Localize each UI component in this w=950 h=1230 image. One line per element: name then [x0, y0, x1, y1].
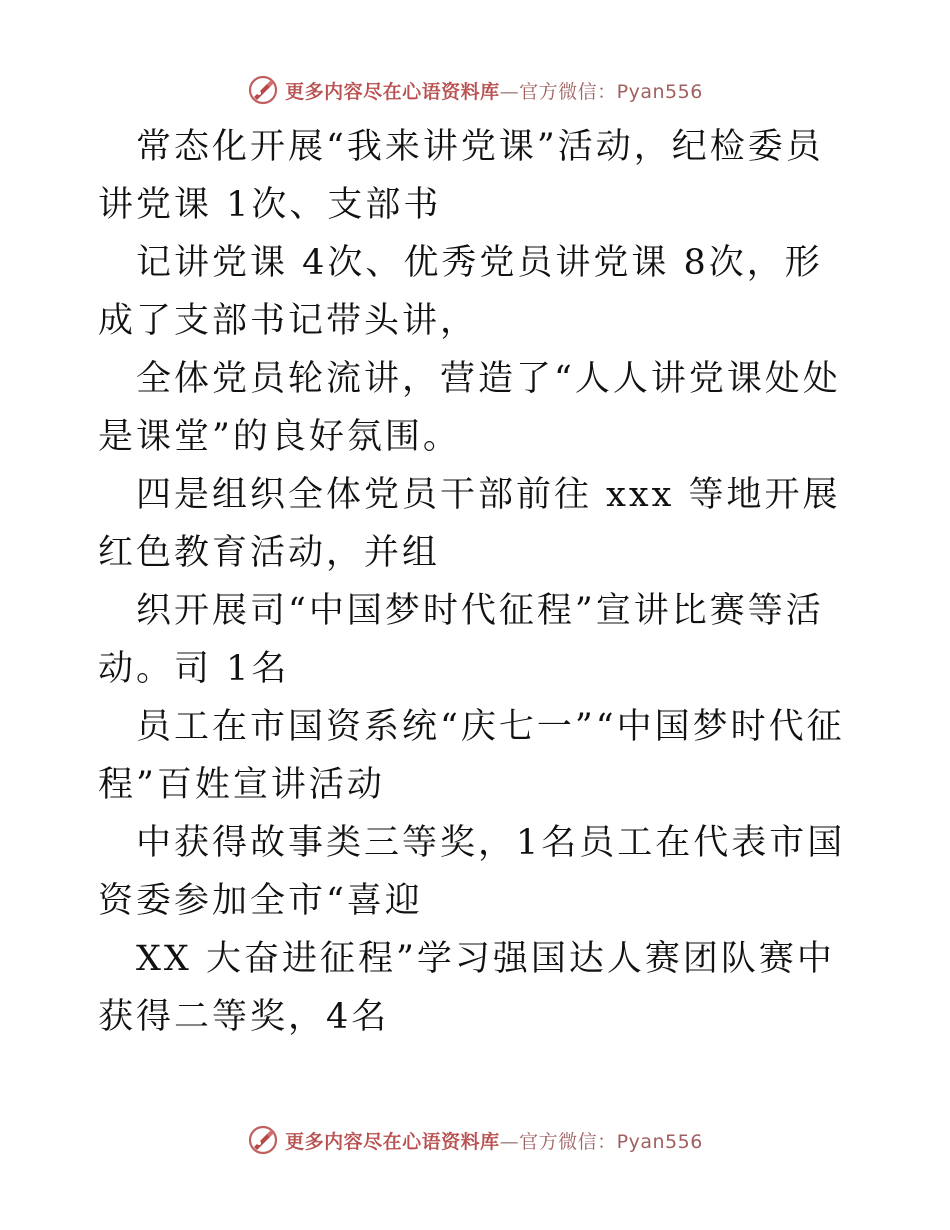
- paragraph: 常态化开展“我来讲党课”活动，纪检委员讲党课 1次、支部书: [98, 127, 824, 225]
- footer-banner-text: [285, 1127, 703, 1154]
- header-banner-text: [285, 77, 703, 104]
- footer-contact: 官方微信：Pyan556: [519, 1130, 703, 1153]
- paragraph: XX 大奋进征程”学习强国达人赛团队赛中获得二等奖，4名: [98, 939, 835, 1037]
- paragraph: 四是组织全体党员干部前往 xxx 等地开展红色教育活动，并组: [98, 475, 841, 573]
- header-separator: —: [499, 80, 520, 103]
- paragraph: 记讲党课 4次、优秀党员讲党课 8次，形成了支部书记带头讲，: [98, 243, 823, 341]
- header-contact: 官方微信：Pyan556: [519, 80, 703, 103]
- paragraph: 中获得故事类三等奖，1名员工在代表市国资委参加全市“喜迎: [98, 823, 846, 921]
- pen-logo-icon: [247, 74, 279, 106]
- document-body: [98, 118, 858, 1046]
- paragraph: 织开展司“中国梦时代征程”宣讲比赛等活动。司 1名: [98, 591, 824, 689]
- paragraph: 员工在市国资系统“庆七一”“中国梦时代征程”百姓宣讲活动: [98, 707, 845, 805]
- header-brand: 更多内容尽在心语资料库: [285, 80, 500, 103]
- pen-logo-icon: [247, 1124, 279, 1156]
- footer-banner: [0, 1120, 950, 1160]
- header-banner: [0, 70, 950, 110]
- paragraph: 全体党员轮流讲，营造了“人人讲党课处处是课堂”的良好氛围。: [98, 359, 841, 457]
- footer-separator: —: [499, 1130, 520, 1153]
- footer-brand: 更多内容尽在心语资料库: [285, 1130, 500, 1153]
